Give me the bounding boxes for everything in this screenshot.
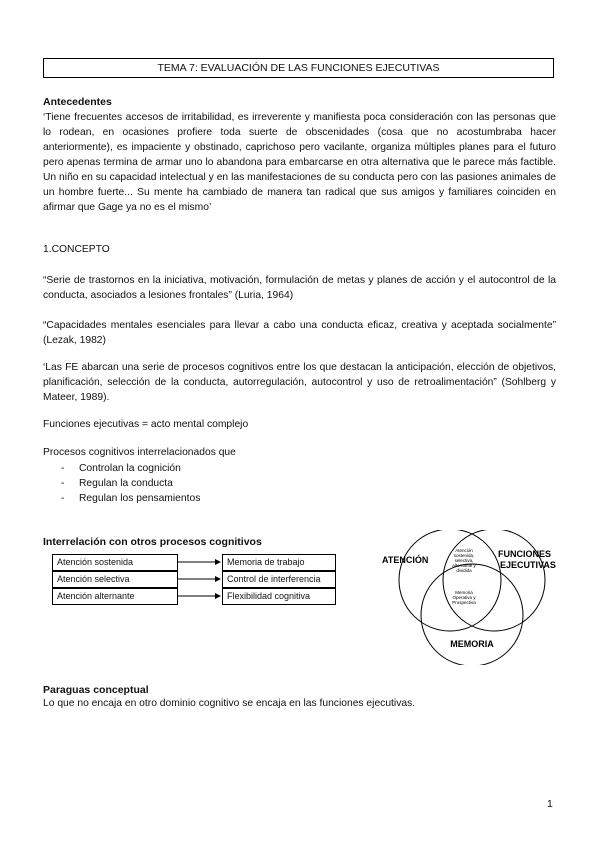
overlap-text: selectiva,	[454, 558, 474, 563]
box-memoria-trabajo: Memoria de trabajo	[222, 554, 336, 571]
procesos-list	[43, 461, 200, 506]
list-item: - Controlan la cognición	[61, 463, 181, 474]
memory-circle	[421, 564, 523, 665]
venn-diagram	[372, 530, 572, 665]
interrelacion-heading: Interrelación con otros procesos cognitivos	[43, 536, 262, 548]
executive-circle	[443, 530, 545, 631]
bullet-dash: -	[61, 493, 65, 504]
box-atencion-sostenida: Atención sostenida	[52, 554, 178, 571]
list-item: - Regulan la conducta	[61, 478, 173, 489]
executive-label-2: EJECUTIVAS	[500, 560, 556, 570]
concepto-heading: 1.CONCEPTO	[43, 244, 110, 255]
center-text: Memoria	[455, 590, 473, 595]
bullet-dash: -	[61, 463, 65, 474]
center-text: Operativa y	[452, 595, 476, 600]
antecedentes-quote: ‘Tiene frecuentes accesos de irritabilidad, es irreverente y manifiesta poca consideración con las personas que lo rodean, en ocasiones profiere toda suerte de obscenidades (cosa que no acostumbraba hacer anteriormente), es impaciente y obstinado, caprichoso pero vacilante, organiza múltiples planes para el futuro pero apenas termina de armar uno lo abandona para embarcarse en otra alternativa que le parece más factible. Un niño en su capacidad intelectual y en las manifestaciones de su conducta pero con las pasiones animales de un hombre fuerte... Su mente ha cambiado de manera tan radical que sus amigos y familiares coinciden en afirmar que Gage ya no es el mismo’	[43, 112, 556, 213]
attention-circle	[399, 530, 501, 631]
list-item: - Regulan los pensamientos	[61, 493, 201, 504]
center-text: Prospectiva	[452, 600, 476, 605]
bullet-dash: -	[61, 478, 65, 489]
box-flexibilidad-cognitiva: Flexibilidad cognitiva	[222, 588, 336, 605]
page-number: 1	[547, 798, 553, 810]
paraguas-text: Lo que no encaja en otro dominio cognitivo se encaja en las funciones ejecutivas.	[43, 698, 416, 709]
attention-label: ATENCIÓN	[382, 555, 429, 565]
overlap-text: alternante y	[452, 563, 476, 568]
box-control-interferencia: Control de interferencia	[222, 571, 336, 588]
box-atencion-alternante: Atención alternante	[52, 588, 178, 605]
definition-lezak: “Capacidades mentales esenciales para llevar a cabo una conducta eficaz, creativa y aceptada socialmente” (Lezak, 1982)	[43, 320, 556, 346]
overlap-text: sostenida,	[453, 553, 475, 558]
paraguas-heading: Paraguas conceptual	[43, 684, 149, 696]
memory-label: MEMORIA	[450, 639, 494, 649]
executive-label-1: FUNCIONES	[498, 549, 552, 559]
overlap-text: dividida	[456, 568, 472, 573]
fe-equation: Funciones ejecutivas = acto mental complejo	[43, 419, 249, 430]
procesos-intro: Procesos cognitivos interrelacionados que	[43, 447, 236, 458]
overlap-text: Atención	[455, 548, 473, 553]
box-atencion-selectiva: Atención selectiva	[52, 571, 178, 588]
page-title: TEMA 7: EVALUACIÓN DE LAS FUNCIONES EJECUTIVAS	[43, 58, 554, 78]
arrows	[178, 554, 222, 605]
definition-sohlberg: ‘Las FE abarcan una serie de procesos cognitivos entre los que destacan la anticipación, elección de objetivos, planificación, selección de la conducta, autorregulación, autocontrol y uso de retroalimentación” (Sohlberg y Mateer, 1989).	[43, 362, 556, 403]
antecedentes-heading: Antecedentes	[43, 96, 112, 108]
definition-luria: “Serie de trastornos en la iniciativa, motivación, formulación de metas y planes de acción y el autocontrol de la conducta, asociados a lesiones frontales” (Luria, 1964)	[43, 275, 556, 301]
